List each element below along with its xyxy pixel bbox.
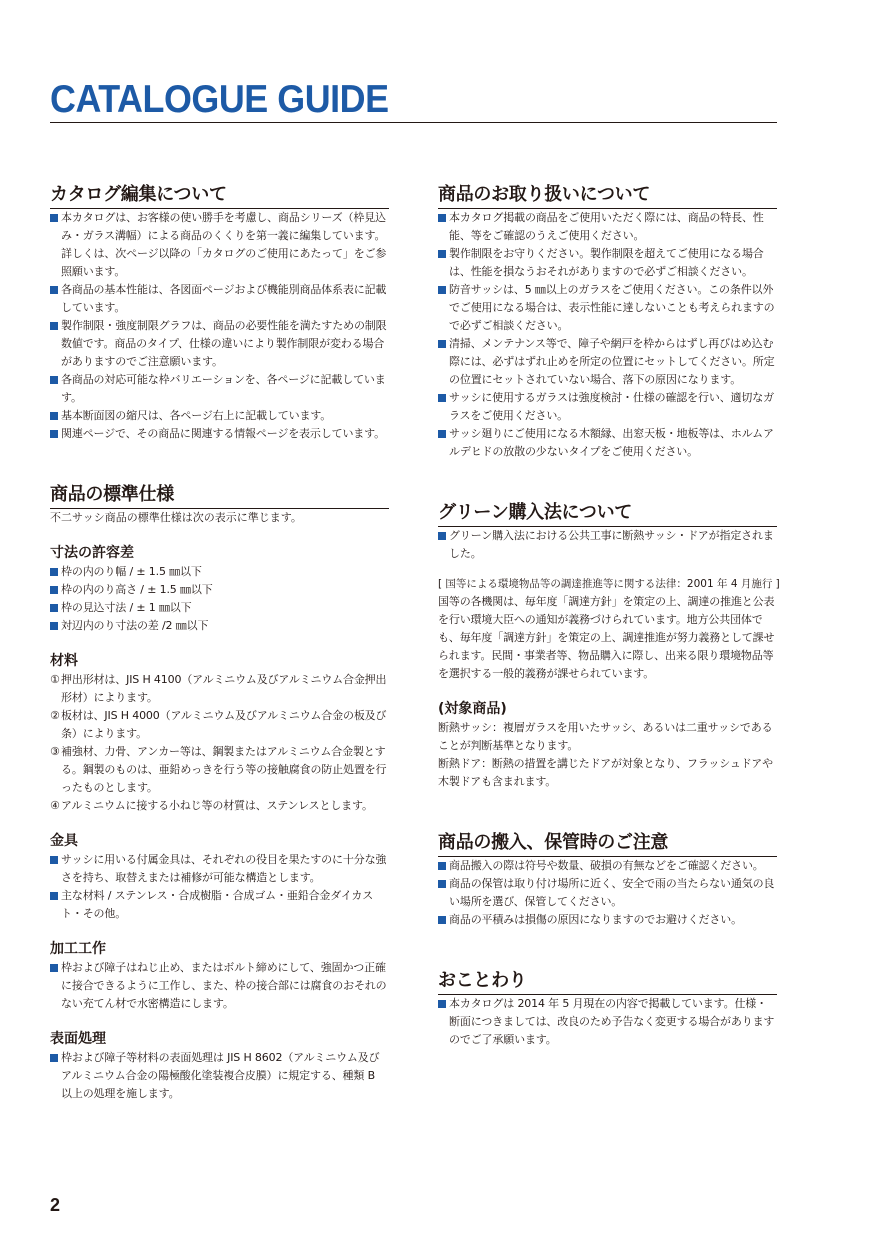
subsection-surface <box>50 1029 389 1103</box>
section-green-purchasing <box>438 501 780 791</box>
list-item: 関連ページで、その商品に関連する情報ページを表示しています。 <box>50 425 389 443</box>
list-item: ① 押出形材は、JIS H 4100（アルミニウム及びアルミニウム合金押出形材）によります。 <box>50 673 387 704</box>
square-bullet-icon <box>50 586 58 594</box>
numbered-list <box>50 671 389 815</box>
bullet-list <box>438 209 777 461</box>
list-item: 対辺内のり寸法の差 /2 ㎜以下 <box>50 617 389 635</box>
square-bullet-icon <box>438 862 446 870</box>
square-bullet-icon <box>438 916 446 924</box>
section-handling <box>438 183 777 461</box>
section-notice <box>438 969 777 1049</box>
subsection-hardware <box>50 831 389 923</box>
section-lead: 不二サッシ商品の標準仕様は次の表示に準じます。 <box>50 511 302 524</box>
square-bullet-icon <box>50 322 58 330</box>
square-bullet-icon <box>50 568 58 576</box>
square-bullet-icon <box>438 880 446 888</box>
subsection-heading: 材料 <box>50 653 78 669</box>
bullet-list <box>438 857 777 929</box>
square-bullet-icon <box>50 214 58 222</box>
section-heading: 商品のお取り扱いについて <box>438 183 777 209</box>
page-title: CATALOGUE GUIDE <box>50 78 389 121</box>
bullet-list <box>50 563 389 635</box>
section-standard-spec <box>50 483 389 1103</box>
square-bullet-icon <box>50 1054 58 1062</box>
square-bullet-icon <box>438 394 446 402</box>
subsection-fabrication <box>50 939 389 1013</box>
subsection-tolerance <box>50 543 389 635</box>
list-item: サッシ廻りにご使用になる木額縁、出窓天板・地板等は、ホルムアルデヒドの放散の少ないタイプをご使用ください。 <box>438 425 777 461</box>
law-paragraph: 国等の各機関は、毎年度「調達方針」を策定の上、調達の推進と公表を行い環境大臣への通知が義務づけられています。地方公共団体でも、毎年度「調達方針」を策定の上、調達推進が努力義務として課せられます。民間・事業者等、物品購入に際し、出来る限り環境物品等を選択する一般的義務が課せられています。 <box>438 595 775 680</box>
target-line: 断熱サッシ：複層ガラスを用いたサッシ、あるいは二重サッシであることが判断基準となります。 <box>438 721 773 752</box>
square-bullet-icon <box>50 892 58 900</box>
section-catalog-editing <box>50 183 389 443</box>
section-heading: 商品の搬入、保管時のご注意 <box>438 831 777 857</box>
list-item: 主な材料 / ステンレス・合成樹脂・合成ゴム・亜鉛合金ダイカスト・その他。 <box>50 887 389 923</box>
bullet-list <box>438 527 777 563</box>
list-item: サッシに使用するガラスは強度検討・仕様の確認を行い、適切なガラスをご使用ください。 <box>438 389 777 425</box>
list-item: 商品の保管は取り付け場所に近く、安全で雨の当たらない通気の良い場所を選び、保管してください。 <box>438 875 777 911</box>
bullet-list <box>50 1049 389 1103</box>
right-column <box>438 183 780 1049</box>
list-item: 枠の見込寸法 / ± 1 ㎜以下 <box>50 599 389 617</box>
list-item: 製作制限・強度制限グラフは、商品の必要性能を満たすための制限数値です。商品のタイプ、仕様の違いにより製作制限が変わる場合がありますのでご注意願います。 <box>50 317 389 371</box>
square-bullet-icon <box>438 532 446 540</box>
item-number: ① <box>50 673 60 686</box>
list-item: 製作制限をお守りください。製作制限を超えてご使用になる場合は、性能を損なうおそれがありますので必ずご相談ください。 <box>438 245 777 281</box>
target-heading: (対象商品) <box>438 701 507 717</box>
section-heading: おことわり <box>438 969 777 995</box>
square-bullet-icon <box>50 856 58 864</box>
item-number: ② <box>50 709 60 722</box>
subsection-heading: 表面処理 <box>50 1031 106 1047</box>
list-item: ③ 補強材、力骨、アンカー等は、鋼製またはアルミニウム合金製とする。鋼製のものは、亜鉛めっきを行う等の接触腐食の防止処置を行ったものとします。 <box>50 745 387 794</box>
item-number: ④ <box>50 799 60 812</box>
bullet-list <box>50 959 389 1013</box>
list-item: 各商品の対応可能な枠バリエーションを、各ページに記載しています。 <box>50 371 389 407</box>
list-item: サッシに用いる付属金具は、それぞれの役目を果たすのに十分な強さを持ち、取替えまたは補修が可能な構造とします。 <box>50 851 389 887</box>
square-bullet-icon <box>50 286 58 294</box>
list-item: グリーン購入法における公共工事に断熱サッシ・ドアが指定されました。 <box>438 527 777 563</box>
list-item: 本カタログは 2014 年 5 月現在の内容で掲載しています。仕様・断面につきましては、改良のため予告なく変更する場合がありますのでご了承願います。 <box>438 995 777 1049</box>
bullet-list <box>438 995 777 1049</box>
bullet-list <box>50 851 389 923</box>
list-item: 本カタログ掲載の商品をご使用いただく際には、商品の特長、性能、等をご確認のうえご使用ください。 <box>438 209 777 245</box>
bullet-list <box>50 209 389 443</box>
subsection-material <box>50 651 389 815</box>
square-bullet-icon <box>50 430 58 438</box>
list-item: 本カタログは、お客様の使い勝手を考慮し、商品シリーズ（枠見込み・ガラス溝幅）による商品のくくりを第一義に編集しています。詳しくは、次ページ以降の「カタログのご使用にあたって」をご参照願います。 <box>50 209 389 281</box>
list-item: ② 板材は、JIS H 4000（アルミニウム及びアルミニウム合金の板及び条）によります。 <box>50 709 387 740</box>
list-item: 枠の内のり幅 / ± 1.5 ㎜以下 <box>50 563 389 581</box>
section-storage <box>438 831 777 929</box>
left-column <box>50 183 389 1103</box>
square-bullet-icon <box>438 250 446 258</box>
square-bullet-icon <box>438 1000 446 1008</box>
list-item: 基本断面図の縮尺は、各ページ右上に記載しています。 <box>50 407 389 425</box>
section-heading: グリーン購入法について <box>438 501 777 527</box>
subsection-heading: 金具 <box>50 833 78 849</box>
square-bullet-icon <box>438 286 446 294</box>
square-bullet-icon <box>50 376 58 384</box>
list-item: 枠および障子等材料の表面処理は JIS H 8602（アルミニウム及びアルミニウム合金の陽極酸化塗装複合皮膜）に規定する、種類 B 以上の処理を施します。 <box>50 1049 389 1103</box>
subsection-heading: 寸法の許容差 <box>50 545 134 561</box>
page-number: 2 <box>50 1195 61 1215</box>
item-number: ③ <box>50 745 60 758</box>
square-bullet-icon <box>50 622 58 630</box>
list-item: 各商品の基本性能は、各図面ページおよび機能別商品体系表に記載しています。 <box>50 281 389 317</box>
list-item: 商品の平積みは損傷の原因になりますのでお避けください。 <box>438 911 777 929</box>
title-rule <box>50 122 777 123</box>
subsection-heading: 加工工作 <box>50 941 106 957</box>
square-bullet-icon <box>438 430 446 438</box>
list-item: 枠および障子はねじ止め、またはボルト締めにして、強固かつ正確に接合できるように工作し、また、枠の接合部には腐食のおそれのない充てん材で水密構造にします。 <box>50 959 389 1013</box>
square-bullet-icon <box>50 604 58 612</box>
square-bullet-icon <box>50 412 58 420</box>
law-heading: [ 国等による環境物品等の調達推進等に関する法律：2001 年 4 月施行 ] <box>438 578 780 590</box>
square-bullet-icon <box>438 214 446 222</box>
list-item: 商品搬入の際は符号や数量、破損の有無などをご確認ください。 <box>438 857 777 875</box>
section-heading: カタログ編集について <box>50 183 389 209</box>
square-bullet-icon <box>50 964 58 972</box>
target-line: 断熱ドア：断熱の措置を講じたドアが対象となり、フラッシュドアや木製ドアも含まれます。 <box>438 757 773 788</box>
square-bullet-icon <box>438 340 446 348</box>
list-item: ④ アルミニウムに接する小ねじ等の材質は、ステンレスとします。 <box>50 797 389 815</box>
list-item: 枠の内のり高さ / ± 1.5 ㎜以下 <box>50 581 389 599</box>
section-heading: 商品の標準仕様 <box>50 483 389 509</box>
list-item: 清掃、メンテナンス等で、障子や網戸を枠からはずし再びはめ込む際には、必ずはずれ止めを所定の位置にセットしてください。所定の位置にセットされていない場合、落下の原因になります。 <box>438 335 777 389</box>
list-item: 防音サッシは、5 ㎜以上のガラスをご使用ください。この条件以外でご使用になる場合は、表示性能に達しないことも考えられますので必ずご相談ください。 <box>438 281 777 335</box>
